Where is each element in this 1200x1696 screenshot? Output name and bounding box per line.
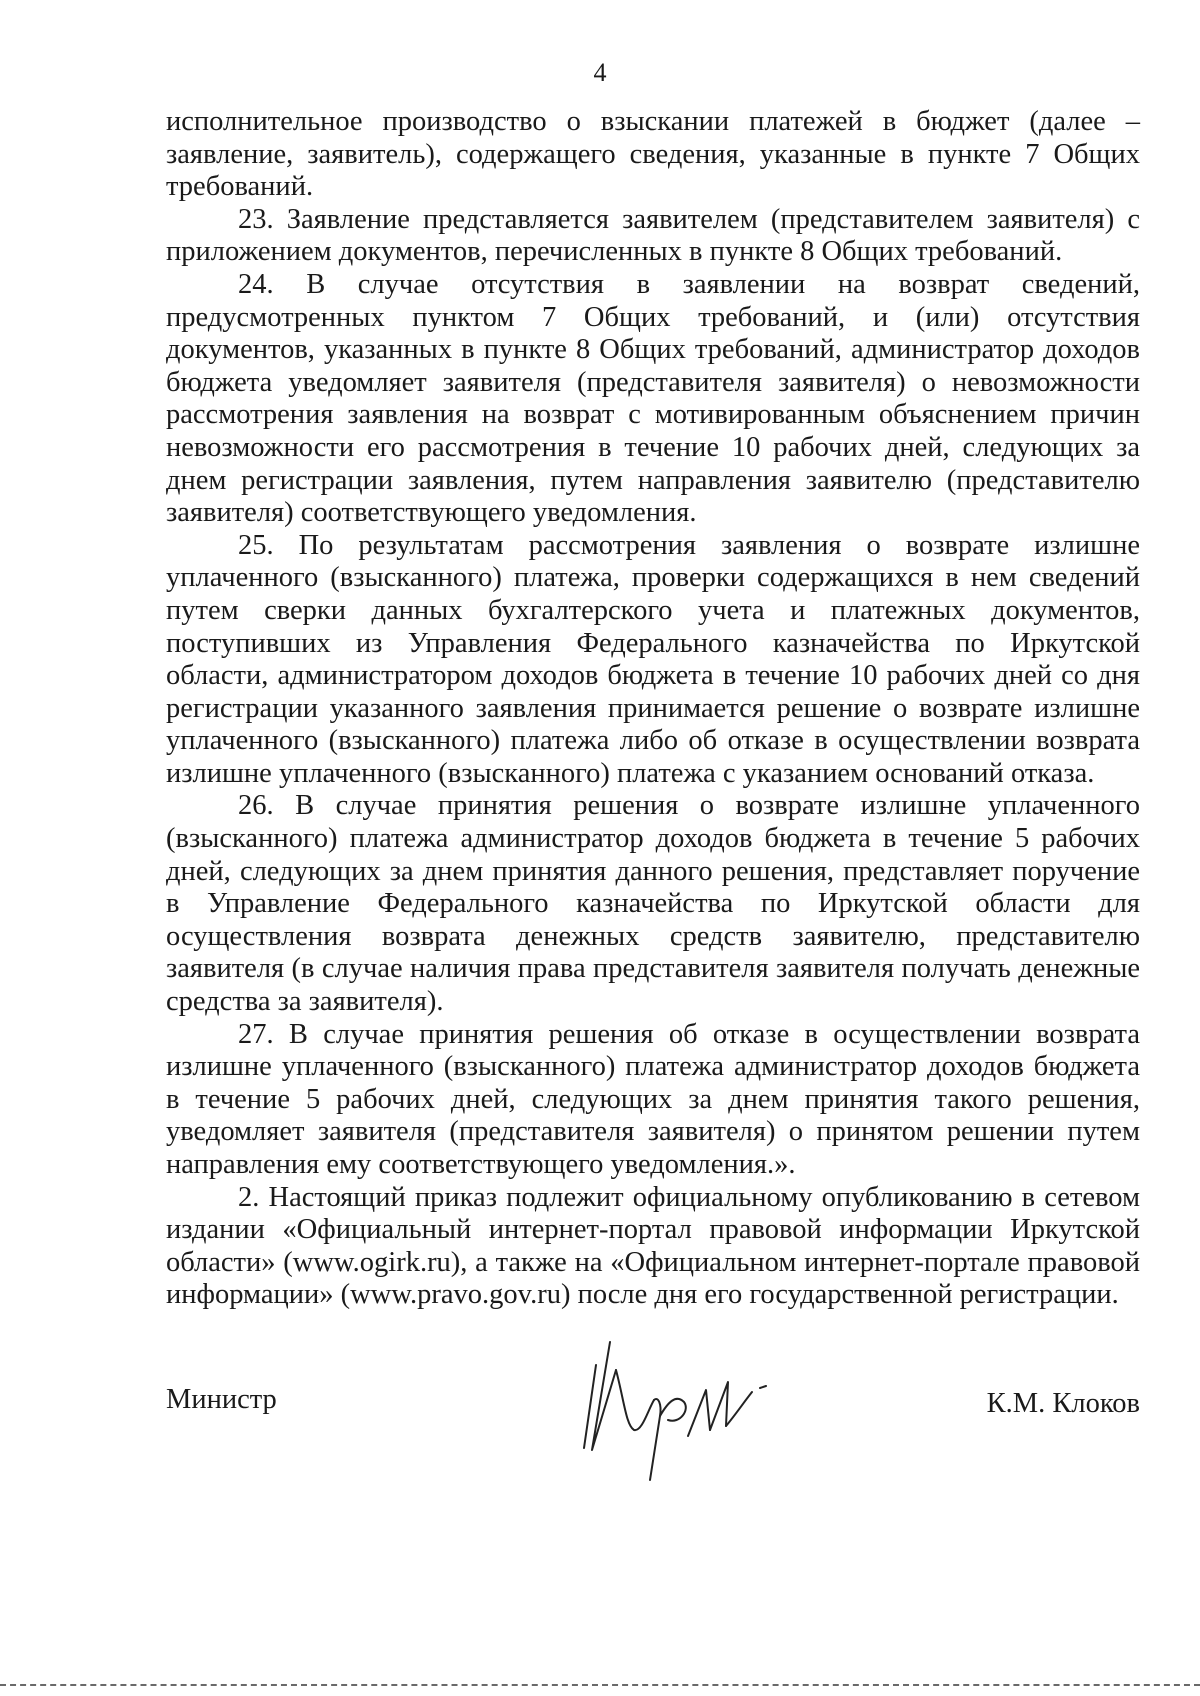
paragraph-item-25: 25. По результатам рассмотрения заявления о возврате излишне уплаченного (взысканного) платежа, проверки содержащихся в нем сведений путем сверки данных бухгалтерского учета и платежных документов, поступивших из Управления Федерального казначейства по Иркутской области, администратором доходов бюджета в течение 10 рабочих дней со дня регистрации указанного заявления принимается решение о возврате излишне уплаченного (взысканного) платежа либо об отказе в осуществлении возврата излишне уплаченного (взысканного) платежа с указанием оснований отказа.	[166, 529, 1140, 789]
scan-bottom-edge	[0, 1684, 1200, 1686]
paragraph-item-27: 27. В случае принятия решения об отказе в осуществлении возврата излишне уплаченного (взысканного) платежа администратор доходов бюджета в течение 5 рабочих дней, следующих за днем принятия такого решения, уведомляет заявителя (представителя заявителя) о принятом решении путем направления ему соответствующего уведомления.».	[166, 1018, 1140, 1180]
paragraph-publication-order: 2. Настоящий приказ подлежит официальному опубликованию в сетевом издании «Официальный интернет-портал правовой информации Иркутской области» (www.ogirk.ru), а также на «Официальном интернет-портале правовой информации» (www.pravo.gov.ru) после дня его государственной регистрации.	[166, 1181, 1140, 1311]
signature-block	[166, 1360, 1140, 1510]
signatory-name: К.М. Клоков	[986, 1388, 1140, 1419]
document-body	[166, 106, 1140, 1312]
signatory-title: Министр	[166, 1384, 277, 1415]
paragraph-item-23: 23. Заявление представляется заявителем (представителем заявителя) с приложением документов, перечисленных в пункте 8 Общих требований.	[166, 203, 1140, 268]
handwritten-signature	[576, 1330, 836, 1490]
paragraph-item-26: 26. В случае принятия решения о возврате излишне уплаченного (взысканного) платежа администратор доходов бюджета в течение 5 рабочих дней, следующих за днем принятия данного решения, представляет поручение в Управление Федерального казначейства по Иркутской области для осуществления возврата денежных средств заявителю, представителю заявителя (в случае наличия права представителя заявителя получать денежные средства за заявителя).	[166, 790, 1140, 1018]
page-number: 4	[593, 58, 607, 87]
paragraph-item-24: 24. В случае отсутствия в заявлении на возврат сведений, предусмотренных пунктом 7 Общих требований, и (или) отсутствия документов, указанных в пункте 8 Общих требований, администратор доходов бюджета уведомляет заявителя (представителя заявителя) о невозможности рассмотрения заявления на возврат с мотивированным объяснением причин невозможности его рассмотрения в течение 10 рабочих дней, следующих за днем регистрации заявления, путем направления заявителю (представителю заявителя) соответствующего уведомления.	[166, 268, 1140, 529]
paragraph-continuation: исполнительное производство о взыскании платежей в бюджет (далее – заявление, заявитель), содержащего сведения, указанные в пункте 7 Общих требований.	[166, 106, 1140, 203]
